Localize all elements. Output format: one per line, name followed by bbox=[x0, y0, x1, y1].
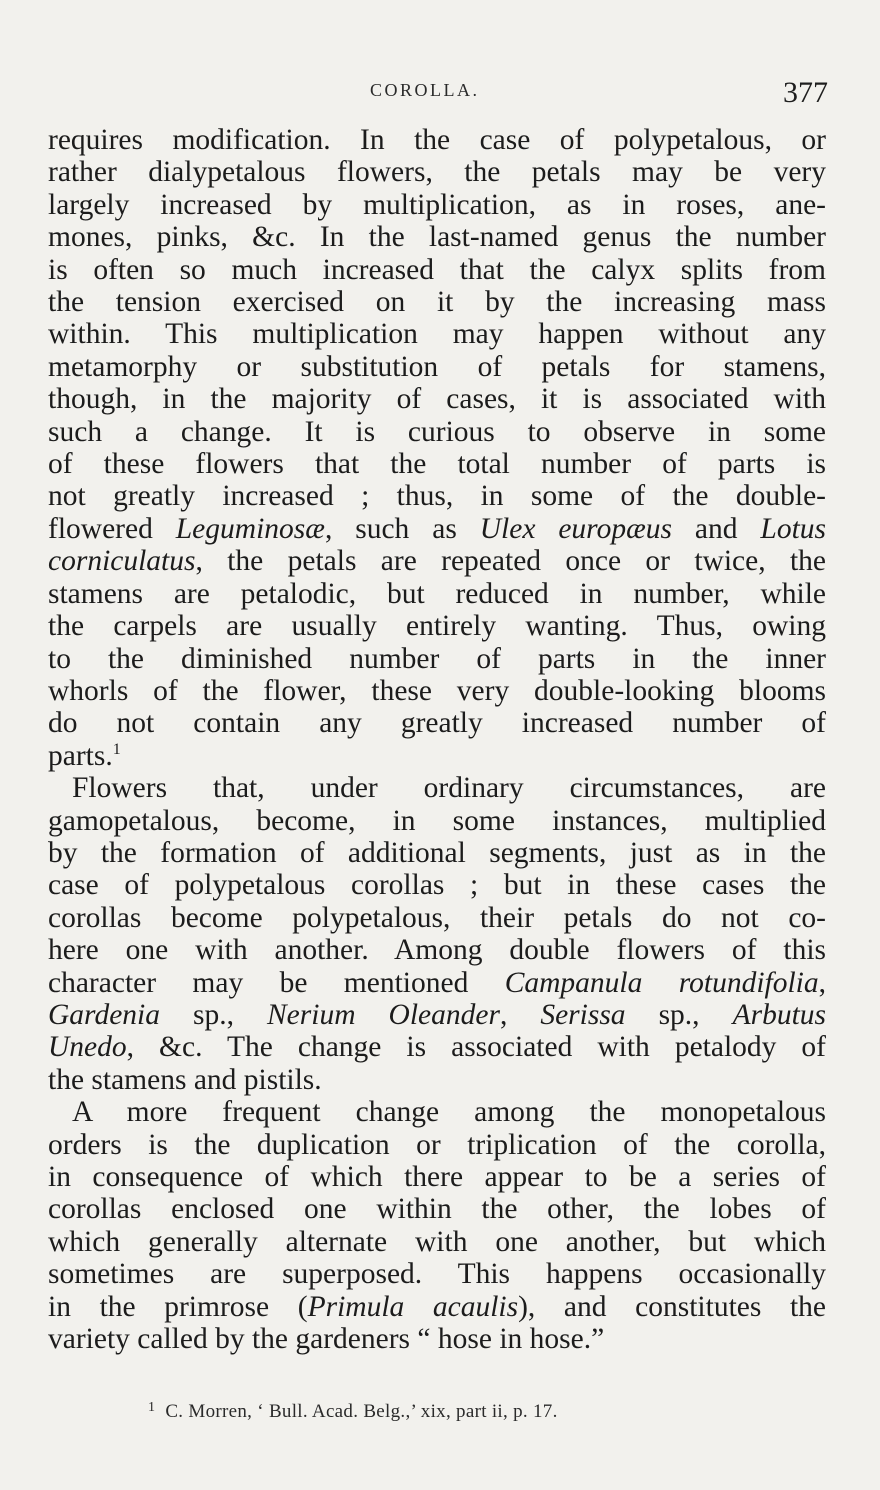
footnote bbox=[148, 1400, 558, 1423]
paragraph-2 bbox=[48, 772, 826, 1096]
text-line: by the formation of additional segments, just as in the bbox=[48, 836, 826, 869]
text-line: here one with another. Among double flowers of this bbox=[48, 934, 826, 967]
footnote-marker: 1 bbox=[148, 1400, 156, 1415]
text-line: variety called by the gardeners “ hose in hose.” bbox=[48, 1323, 605, 1356]
text-line: metamorphy or substitution of petals for stamens, bbox=[48, 350, 826, 383]
text-line: requires modification. In the case of polypetalous, or bbox=[48, 124, 826, 156]
page-header bbox=[0, 76, 880, 116]
text-line: orders is the duplication or triplication of the corolla, bbox=[48, 1128, 826, 1161]
text-line: largely increased by multiplication, as in roses, ane- bbox=[48, 188, 826, 221]
text-line: flowered Leguminosæ, such as Ulex europæus and Lotus bbox=[48, 512, 826, 545]
text-line: within. This multiplication may happen without any bbox=[48, 318, 826, 351]
text-line: the stamens and pistils. bbox=[48, 1063, 322, 1096]
running-head: COROLLA. bbox=[370, 80, 480, 100]
body-text bbox=[48, 124, 826, 1355]
text-line: the tension exercised on it by the increasing mass bbox=[48, 286, 826, 319]
text-line: corniculatus, the petals are repeated once or twice, the bbox=[48, 545, 826, 578]
paragraph-3 bbox=[48, 1096, 826, 1355]
text-line: Gardenia sp., Nerium Oleander, Serissa sp., Arbutus bbox=[48, 998, 826, 1031]
text-line: mones, pinks, &c. In the last-named genus the number bbox=[48, 221, 826, 254]
text-line: in consequence of which there appear to be a series of bbox=[48, 1161, 826, 1193]
text-line: though, in the majority of cases, it is associated with bbox=[48, 383, 826, 416]
footnote-text: C. Morren, ‘ Bull. Acad. Belg.,’ xix, part ii, p. 17. bbox=[165, 1401, 558, 1422]
text-line: gamopetalous, become, in some instances, multiplied bbox=[48, 804, 826, 837]
text-line: stamens are petalodic, but reduced in number, while bbox=[48, 577, 826, 610]
text-line: character may be mentioned Campanula rotundifolia, bbox=[48, 966, 826, 999]
text-line: of these flowers that the total number of parts is bbox=[48, 448, 826, 481]
text-line: corollas become polypetalous, their petals do not co- bbox=[48, 901, 826, 934]
text-line: Flowers that, under ordinary circumstances, are bbox=[72, 772, 826, 805]
text-line: rather dialypetalous flowers, the petals may be very bbox=[48, 156, 826, 189]
text-line: case of polypetalous corollas ; but in these cases the bbox=[48, 869, 826, 902]
text-line: sometimes are superposed. This happens occasionally bbox=[48, 1258, 826, 1291]
text-line: not greatly increased ; thus, in some of the double- bbox=[48, 480, 826, 513]
text-line: such a change. It is curious to observe in some bbox=[48, 415, 826, 448]
text-line: do not contain any greatly increased number of bbox=[48, 707, 826, 740]
text-line: is often so much increased that the calyx splits from bbox=[48, 253, 826, 286]
text-line: the carpels are usually entirely wanting. Thus, owing bbox=[48, 610, 826, 643]
paragraph-1 bbox=[48, 124, 826, 772]
text-line: to the diminished number of parts in the inner bbox=[48, 642, 826, 675]
text-line: parts.$^1$ bbox=[48, 739, 121, 772]
text-line: A more frequent change among the monopetalous bbox=[72, 1096, 826, 1129]
text-line: which generally alternate with one another, but which bbox=[48, 1225, 826, 1258]
text-line: in the primrose (Primula acaulis), and constitutes the bbox=[48, 1290, 826, 1323]
text-line: whorls of the flower, these very double-looking blooms bbox=[48, 674, 826, 707]
text-line: Unedo, &c. The change is associated with petalody of bbox=[48, 1031, 826, 1064]
text-line: corollas enclosed one within the other, the lobes of bbox=[48, 1193, 826, 1226]
page-number: 377 bbox=[783, 76, 828, 109]
